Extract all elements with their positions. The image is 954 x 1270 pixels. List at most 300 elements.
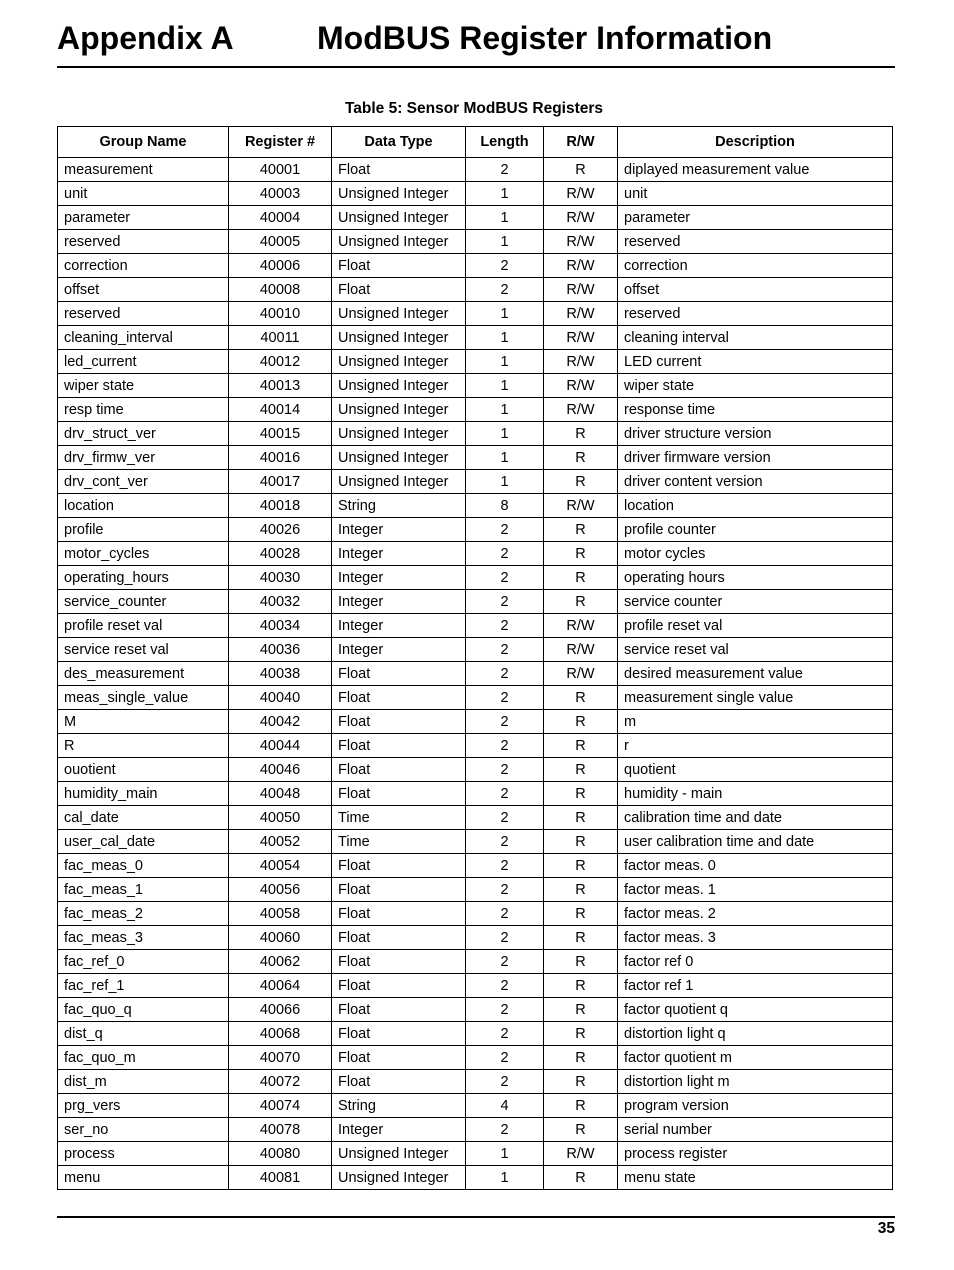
table-row [58, 494, 893, 518]
cell-description: factor meas. 1 [618, 878, 893, 902]
cell-register: 40066 [229, 998, 332, 1022]
cell-rw: R/W [544, 230, 618, 254]
cell-data-type: Unsigned Integer [332, 350, 466, 374]
cell-rw: R [544, 710, 618, 734]
cell-group-name: ser_no [58, 1118, 229, 1142]
cell-description: driver firmware version [618, 446, 893, 470]
cell-description: driver content version [618, 470, 893, 494]
cell-register: 40013 [229, 374, 332, 398]
table-row [58, 158, 893, 182]
cell-rw: R [544, 854, 618, 878]
cell-rw: R [544, 758, 618, 782]
cell-description: calibration time and date [618, 806, 893, 830]
cell-rw: R/W [544, 206, 618, 230]
cell-rw: R [544, 158, 618, 182]
cell-data-type: String [332, 494, 466, 518]
table-row [58, 374, 893, 398]
cell-description: service reset val [618, 638, 893, 662]
cell-length: 1 [466, 350, 544, 374]
cell-data-type: Float [332, 926, 466, 950]
cell-group-name: motor_cycles [58, 542, 229, 566]
cell-length: 1 [466, 470, 544, 494]
cell-data-type: Unsigned Integer [332, 302, 466, 326]
cell-length: 8 [466, 494, 544, 518]
cell-description: driver structure version [618, 422, 893, 446]
cell-register: 40046 [229, 758, 332, 782]
cell-rw: R/W [544, 182, 618, 206]
cell-rw: R/W [544, 374, 618, 398]
cell-group-name: location [58, 494, 229, 518]
cell-data-type: Unsigned Integer [332, 230, 466, 254]
table-row [58, 542, 893, 566]
table-row [58, 734, 893, 758]
cell-length: 2 [466, 950, 544, 974]
cell-register: 40028 [229, 542, 332, 566]
cell-length: 2 [466, 542, 544, 566]
cell-group-name: reserved [58, 302, 229, 326]
cell-register: 40074 [229, 1094, 332, 1118]
cell-description: humidity - main [618, 782, 893, 806]
cell-data-type: Unsigned Integer [332, 422, 466, 446]
cell-length: 2 [466, 758, 544, 782]
table-row [58, 758, 893, 782]
cell-length: 2 [466, 278, 544, 302]
cell-group-name: process [58, 1142, 229, 1166]
cell-length: 2 [466, 902, 544, 926]
cell-length: 2 [466, 878, 544, 902]
table-row [58, 1022, 893, 1046]
cell-group-name: user_cal_date [58, 830, 229, 854]
cell-description: user calibration time and date [618, 830, 893, 854]
cell-rw: R [544, 950, 618, 974]
cell-group-name: measurement [58, 158, 229, 182]
cell-description: desired measurement value [618, 662, 893, 686]
cell-rw: R/W [544, 350, 618, 374]
cell-register: 40044 [229, 734, 332, 758]
table-row [58, 518, 893, 542]
cell-rw: R [544, 686, 618, 710]
table-row [58, 1070, 893, 1094]
cell-register: 40012 [229, 350, 332, 374]
cell-rw: R/W [544, 494, 618, 518]
cell-rw: R [544, 518, 618, 542]
column-header-register: Register # [229, 127, 332, 158]
register-table-body [58, 158, 893, 1190]
table-row [58, 350, 893, 374]
cell-group-name: M [58, 710, 229, 734]
cell-group-name: profile reset val [58, 614, 229, 638]
cell-length: 2 [466, 254, 544, 278]
cell-length: 2 [466, 830, 544, 854]
cell-data-type: Time [332, 806, 466, 830]
table-row [58, 1166, 893, 1190]
cell-register: 40072 [229, 1070, 332, 1094]
cell-length: 1 [466, 206, 544, 230]
page-title: ModBUS Register Information [317, 20, 773, 56]
cell-data-type: Float [332, 998, 466, 1022]
cell-data-type: Float [332, 854, 466, 878]
cell-group-name: prg_vers [58, 1094, 229, 1118]
table-row [58, 830, 893, 854]
cell-register: 40078 [229, 1118, 332, 1142]
cell-length: 2 [466, 1046, 544, 1070]
cell-data-type: Time [332, 830, 466, 854]
cell-length: 1 [466, 182, 544, 206]
cell-register: 40017 [229, 470, 332, 494]
cell-data-type: Unsigned Integer [332, 446, 466, 470]
cell-register: 40010 [229, 302, 332, 326]
cell-data-type: Float [332, 734, 466, 758]
column-header-group-name: Group Name [58, 127, 229, 158]
cell-data-type: Integer [332, 590, 466, 614]
cell-description: location [618, 494, 893, 518]
table-row [58, 710, 893, 734]
cell-rw: R [544, 590, 618, 614]
cell-rw: R/W [544, 302, 618, 326]
cell-length: 2 [466, 710, 544, 734]
cell-description: factor quotient q [618, 998, 893, 1022]
cell-description: quotient [618, 758, 893, 782]
cell-length: 2 [466, 1022, 544, 1046]
cell-group-name: reserved [58, 230, 229, 254]
cell-register: 40008 [229, 278, 332, 302]
cell-length: 2 [466, 638, 544, 662]
cell-rw: R [544, 446, 618, 470]
cell-register: 40006 [229, 254, 332, 278]
cell-description: diplayed measurement value [618, 158, 893, 182]
cell-register: 40081 [229, 1166, 332, 1190]
cell-length: 2 [466, 1070, 544, 1094]
table-row [58, 302, 893, 326]
cell-group-name: cal_date [58, 806, 229, 830]
cell-register: 40014 [229, 398, 332, 422]
cell-data-type: Unsigned Integer [332, 1142, 466, 1166]
cell-group-name: fac_meas_2 [58, 902, 229, 926]
table-row [58, 878, 893, 902]
table-row [58, 806, 893, 830]
cell-data-type: Float [332, 662, 466, 686]
cell-data-type: Float [332, 710, 466, 734]
cell-group-name: fac_ref_1 [58, 974, 229, 998]
cell-length: 1 [466, 1142, 544, 1166]
cell-length: 2 [466, 662, 544, 686]
table-row [58, 326, 893, 350]
cell-data-type: Float [332, 1022, 466, 1046]
table-row [58, 230, 893, 254]
cell-data-type: Float [332, 902, 466, 926]
cell-length: 1 [466, 422, 544, 446]
cell-length: 1 [466, 374, 544, 398]
cell-group-name: fac_meas_1 [58, 878, 229, 902]
cell-rw: R [544, 974, 618, 998]
cell-register: 40001 [229, 158, 332, 182]
cell-description: process register [618, 1142, 893, 1166]
cell-group-name: drv_struct_ver [58, 422, 229, 446]
column-header-data-type: Data Type [332, 127, 466, 158]
cell-description: program version [618, 1094, 893, 1118]
cell-description: reserved [618, 302, 893, 326]
cell-group-name: fac_quo_q [58, 998, 229, 1022]
cell-description: r [618, 734, 893, 758]
cell-register: 40016 [229, 446, 332, 470]
cell-length: 1 [466, 302, 544, 326]
cell-length: 2 [466, 998, 544, 1022]
cell-register: 40080 [229, 1142, 332, 1166]
cell-group-name: operating_hours [58, 566, 229, 590]
cell-register: 40030 [229, 566, 332, 590]
table-row [58, 422, 893, 446]
cell-data-type: Unsigned Integer [332, 470, 466, 494]
cell-length: 2 [466, 1118, 544, 1142]
cell-data-type: Float [332, 686, 466, 710]
column-header-rw: R/W [544, 127, 618, 158]
cell-description: offset [618, 278, 893, 302]
cell-register: 40050 [229, 806, 332, 830]
cell-length: 2 [466, 974, 544, 998]
cell-data-type: Float [332, 1070, 466, 1094]
cell-rw: R [544, 470, 618, 494]
cell-length: 1 [466, 398, 544, 422]
cell-register: 40032 [229, 590, 332, 614]
cell-length: 2 [466, 614, 544, 638]
table-row [58, 902, 893, 926]
cell-data-type: Float [332, 878, 466, 902]
table-row [58, 206, 893, 230]
table-row [58, 1046, 893, 1070]
table-row [58, 950, 893, 974]
cell-group-name: service_counter [58, 590, 229, 614]
cell-description: distortion light q [618, 1022, 893, 1046]
cell-description: wiper state [618, 374, 893, 398]
cell-data-type: Float [332, 782, 466, 806]
cell-description: factor ref 0 [618, 950, 893, 974]
cell-rw: R [544, 782, 618, 806]
cell-length: 2 [466, 518, 544, 542]
cell-group-name: correction [58, 254, 229, 278]
cell-length: 2 [466, 926, 544, 950]
appendix-label: Appendix A [57, 20, 234, 56]
table-row [58, 566, 893, 590]
cell-register: 40056 [229, 878, 332, 902]
cell-register: 40042 [229, 710, 332, 734]
cell-rw: R [544, 830, 618, 854]
cell-register: 40064 [229, 974, 332, 998]
cell-group-name: meas_single_value [58, 686, 229, 710]
cell-data-type: Float [332, 950, 466, 974]
cell-register: 40062 [229, 950, 332, 974]
cell-data-type: Integer [332, 614, 466, 638]
cell-length: 1 [466, 326, 544, 350]
cell-description: profile reset val [618, 614, 893, 638]
cell-group-name: des_measurement [58, 662, 229, 686]
table-row [58, 1142, 893, 1166]
cell-group-name: led_current [58, 350, 229, 374]
cell-description: parameter [618, 206, 893, 230]
cell-data-type: Float [332, 254, 466, 278]
cell-data-type: Float [332, 158, 466, 182]
cell-data-type: Unsigned Integer [332, 326, 466, 350]
cell-group-name: profile [58, 518, 229, 542]
table-row [58, 854, 893, 878]
cell-description: distortion light m [618, 1070, 893, 1094]
cell-description: service counter [618, 590, 893, 614]
cell-data-type: Unsigned Integer [332, 398, 466, 422]
cell-group-name: resp time [58, 398, 229, 422]
cell-rw: R/W [544, 1142, 618, 1166]
table-row [58, 782, 893, 806]
cell-rw: R [544, 806, 618, 830]
cell-group-name: dist_m [58, 1070, 229, 1094]
cell-data-type: Unsigned Integer [332, 374, 466, 398]
register-table [57, 126, 893, 1190]
cell-description: factor meas. 3 [618, 926, 893, 950]
cell-description: factor meas. 2 [618, 902, 893, 926]
cell-description: profile counter [618, 518, 893, 542]
cell-rw: R [544, 1022, 618, 1046]
cell-description: unit [618, 182, 893, 206]
cell-group-name: fac_meas_0 [58, 854, 229, 878]
cell-rw: R/W [544, 398, 618, 422]
cell-description: operating hours [618, 566, 893, 590]
cell-length: 2 [466, 686, 544, 710]
table-row [58, 638, 893, 662]
table-header-row [58, 127, 893, 158]
cell-description: cleaning interval [618, 326, 893, 350]
cell-length: 4 [466, 1094, 544, 1118]
cell-rw: R [544, 902, 618, 926]
cell-data-type: Unsigned Integer [332, 1166, 466, 1190]
cell-length: 2 [466, 590, 544, 614]
cell-description: factor meas. 0 [618, 854, 893, 878]
cell-length: 2 [466, 806, 544, 830]
cell-data-type: Integer [332, 566, 466, 590]
cell-group-name: cleaning_interval [58, 326, 229, 350]
table-caption: Table 5: Sensor ModBUS Registers [344, 100, 604, 117]
cell-data-type: Float [332, 758, 466, 782]
cell-register: 40040 [229, 686, 332, 710]
cell-data-type: String [332, 1094, 466, 1118]
page-number: 35 [877, 1220, 895, 1237]
cell-rw: R [544, 1094, 618, 1118]
table-row [58, 590, 893, 614]
cell-group-name: dist_q [58, 1022, 229, 1046]
cell-length: 2 [466, 566, 544, 590]
cell-register: 40060 [229, 926, 332, 950]
cell-group-name: ouotient [58, 758, 229, 782]
cell-data-type: Float [332, 1046, 466, 1070]
cell-data-type: Integer [332, 638, 466, 662]
cell-group-name: fac_meas_3 [58, 926, 229, 950]
cell-rw: R/W [544, 254, 618, 278]
footer-rule [57, 1216, 895, 1218]
table-row [58, 254, 893, 278]
cell-group-name: parameter [58, 206, 229, 230]
cell-rw: R [544, 1070, 618, 1094]
cell-rw: R [544, 542, 618, 566]
table-row [58, 998, 893, 1022]
table-row [58, 446, 893, 470]
cell-register: 40011 [229, 326, 332, 350]
cell-rw: R [544, 1046, 618, 1070]
cell-description: serial number [618, 1118, 893, 1142]
cell-rw: R/W [544, 278, 618, 302]
cell-register: 40058 [229, 902, 332, 926]
cell-group-name: service reset val [58, 638, 229, 662]
cell-rw: R [544, 734, 618, 758]
cell-register: 40070 [229, 1046, 332, 1070]
cell-description: m [618, 710, 893, 734]
cell-length: 2 [466, 734, 544, 758]
cell-description: correction [618, 254, 893, 278]
table-row [58, 686, 893, 710]
cell-rw: R [544, 998, 618, 1022]
table-row [58, 1094, 893, 1118]
cell-data-type: Float [332, 278, 466, 302]
cell-description: LED current [618, 350, 893, 374]
cell-rw: R [544, 1166, 618, 1190]
cell-group-name: drv_firmw_ver [58, 446, 229, 470]
cell-data-type: Unsigned Integer [332, 182, 466, 206]
cell-data-type: Integer [332, 1118, 466, 1142]
cell-group-name: wiper state [58, 374, 229, 398]
column-header-length: Length [466, 127, 544, 158]
cell-rw: R/W [544, 662, 618, 686]
cell-data-type: Integer [332, 518, 466, 542]
cell-group-name: R [58, 734, 229, 758]
cell-group-name: humidity_main [58, 782, 229, 806]
cell-group-name: fac_ref_0 [58, 950, 229, 974]
cell-register: 40003 [229, 182, 332, 206]
cell-group-name: offset [58, 278, 229, 302]
cell-data-type: Float [332, 974, 466, 998]
table-row [58, 398, 893, 422]
cell-description: factor ref 1 [618, 974, 893, 998]
cell-register: 40036 [229, 638, 332, 662]
cell-length: 2 [466, 854, 544, 878]
cell-description: menu state [618, 1166, 893, 1190]
cell-description: measurement single value [618, 686, 893, 710]
page-heading [57, 18, 895, 68]
cell-register: 40004 [229, 206, 332, 230]
cell-length: 2 [466, 158, 544, 182]
cell-register: 40015 [229, 422, 332, 446]
cell-description: reserved [618, 230, 893, 254]
cell-rw: R/W [544, 638, 618, 662]
cell-register: 40026 [229, 518, 332, 542]
table-row [58, 614, 893, 638]
table-row [58, 662, 893, 686]
cell-rw: R [544, 878, 618, 902]
cell-rw: R [544, 926, 618, 950]
cell-rw: R/W [544, 326, 618, 350]
cell-group-name: fac_quo_m [58, 1046, 229, 1070]
cell-rw: R [544, 566, 618, 590]
cell-data-type: Unsigned Integer [332, 206, 466, 230]
cell-description: motor cycles [618, 542, 893, 566]
cell-rw: R/W [544, 614, 618, 638]
table-row [58, 470, 893, 494]
cell-description: response time [618, 398, 893, 422]
table-row [58, 926, 893, 950]
cell-register: 40038 [229, 662, 332, 686]
cell-register: 40005 [229, 230, 332, 254]
cell-rw: R [544, 422, 618, 446]
cell-register: 40054 [229, 854, 332, 878]
cell-group-name: drv_cont_ver [58, 470, 229, 494]
cell-data-type: Integer [332, 542, 466, 566]
table-row [58, 974, 893, 998]
column-header-description: Description [618, 127, 893, 158]
